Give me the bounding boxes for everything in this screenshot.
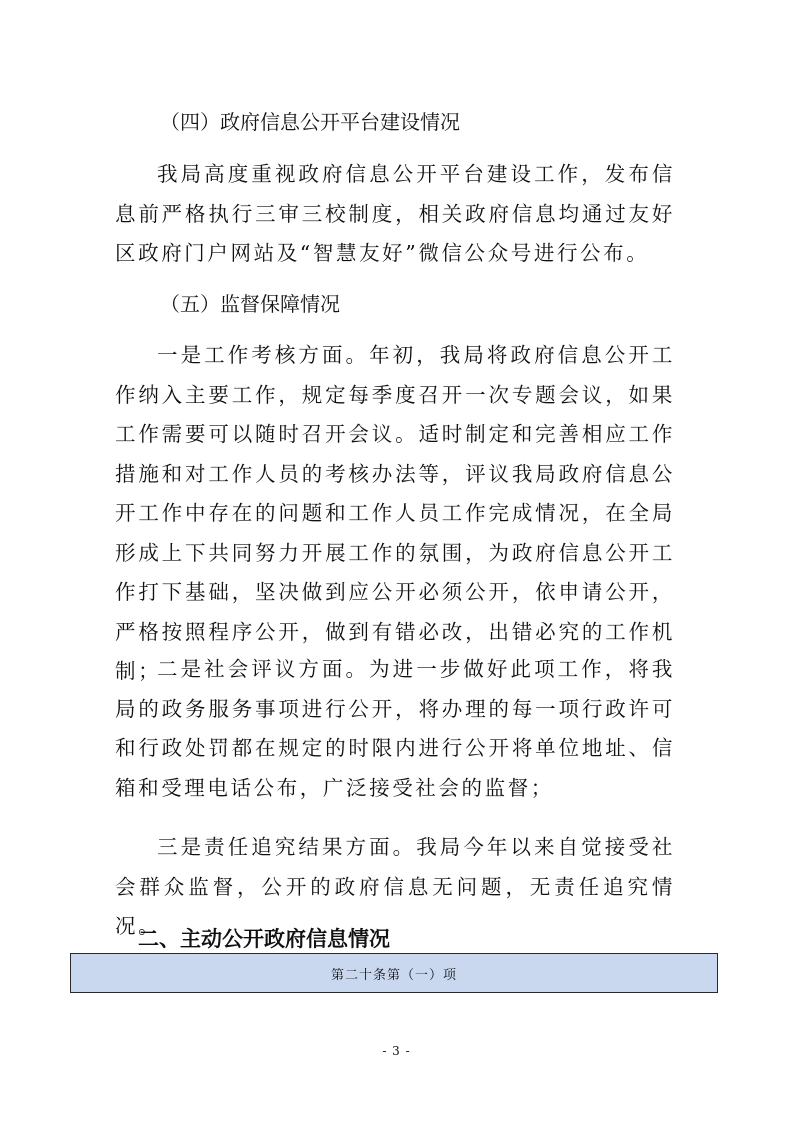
page-number: - 3 - — [382, 1044, 411, 1058]
work-assessment-paragraph: 一是工作考核方面。年初，我局将政府信息公开工作纳入主要工作，规定每季度召开一次专题会议，如果工作需要可以随时召开会议。适时制定和完善相应工作措施和对工作人员的考核办法等，评议我局政府信息公开工作中存在的问题和工作人员工作完成情况，在全局形成上下共同努力开展工作的氛围，为政府信息公开工作打下基础，坚决做到应公开必须公开，依申请公开，严格按照程序公开，做到有错必改，出错必究的工作机制； — [115, 343, 675, 683]
table-header-cell: 第二十条第（一）项 — [330, 967, 457, 983]
accountability-paragraph: 三是责任追究结果方面。我局今年以来自觉接受社会群众监督，公开的政府信息无问题，无责任追究情况。 — [115, 835, 675, 938]
section-five-heading: （五）监督保障情况 — [160, 292, 340, 316]
social-evaluation-paragraph: 二是社会评议方面。为进一步做好此项工作，将我局的政务服务事项进行公开，将办理的每一项行政许可和行政处罚都在规定的时限内进行公开将单位地址、信箱和受理电话公布，广泛接受社会的监督； — [115, 657, 675, 800]
section-two-title: 二、主动公开政府信息情况 — [138, 927, 390, 951]
section-four-heading: （四）政府信息公开平台建设情况 — [160, 110, 460, 134]
table-header-row — [70, 953, 718, 993]
section-four-paragraph: 我局高度重视政府信息公开平台建设工作，发布信息前严格执行三审三校制度，相关政府信息均通过友好区政府门户网站及“智慧友好”微信公众号进行公布。 — [115, 162, 675, 265]
